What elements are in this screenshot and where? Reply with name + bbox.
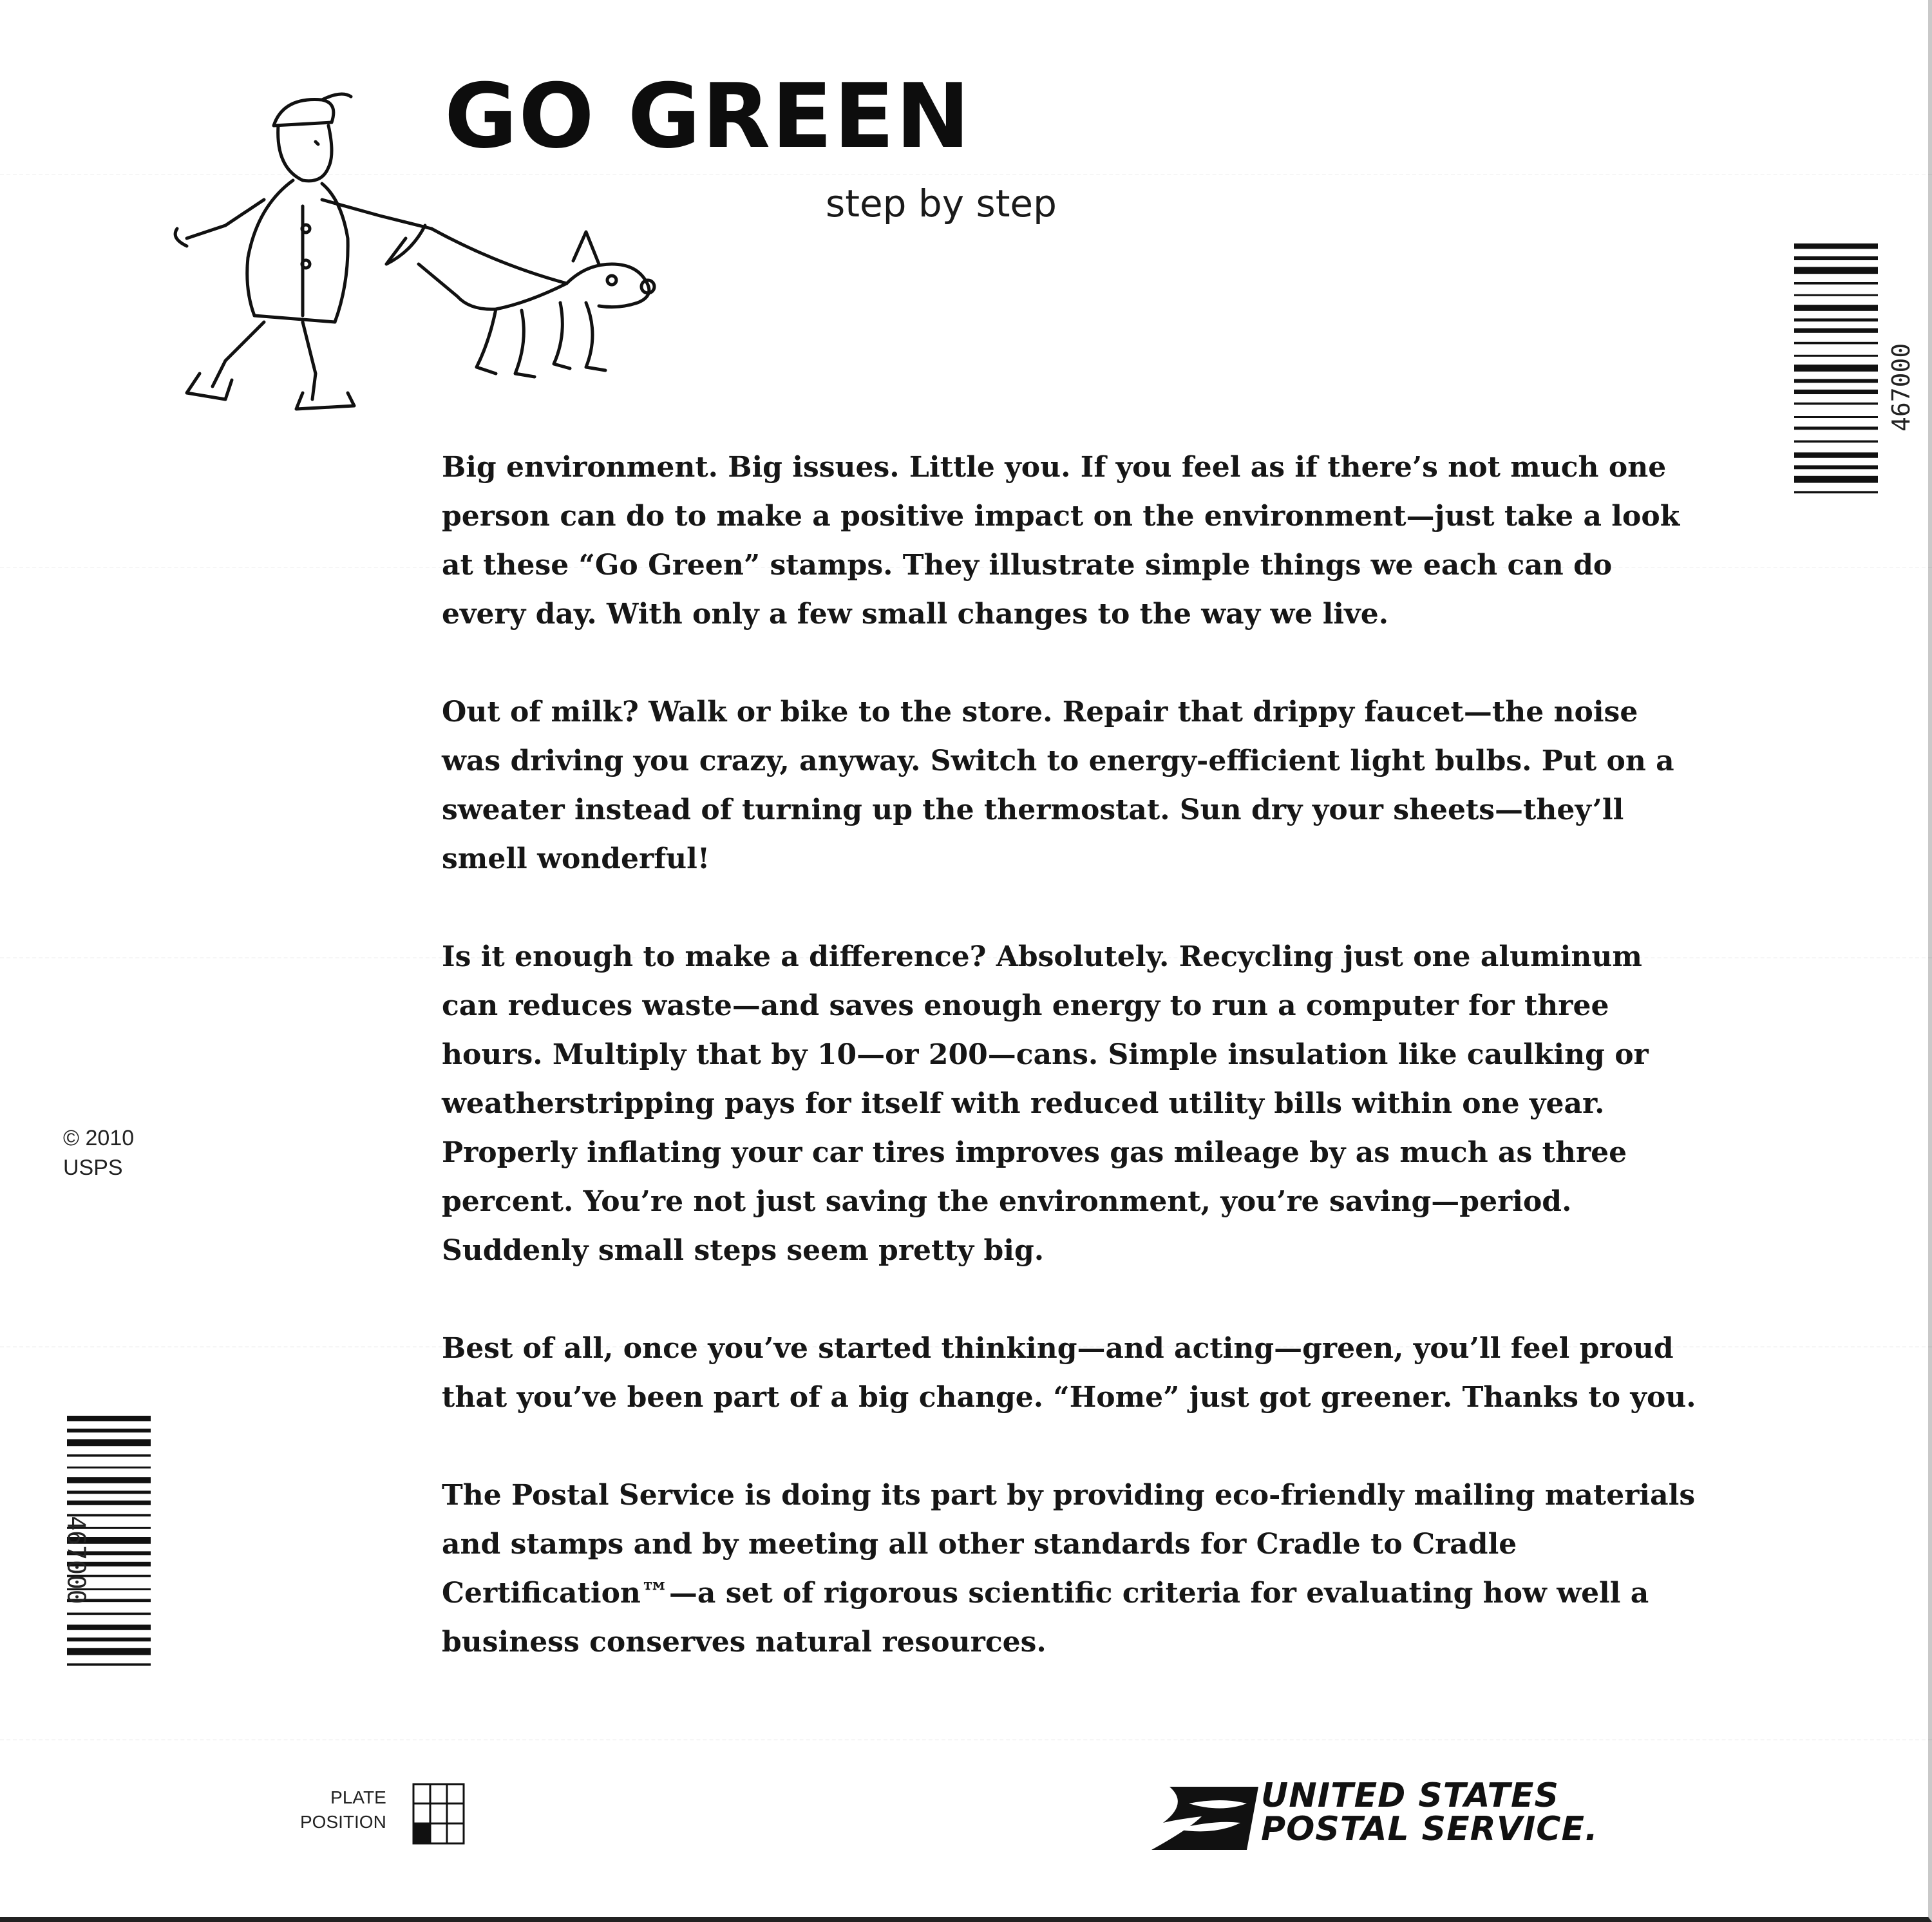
barcode-bar [67, 1429, 151, 1432]
barcode-bar [67, 1477, 151, 1483]
paragraph: Best of all, once you’ve started thinking—and acting—green, you’ll feel proud that you’ve been part of a big change. “Home” just got greener. Thanks to you. [442, 1332, 1696, 1414]
barcode-bar [1794, 256, 1878, 260]
barcode-bar [1794, 267, 1878, 274]
barcode-bar [1794, 416, 1878, 418]
usps-wordmark [1261, 1776, 1598, 1849]
barcode-bar [67, 1439, 151, 1446]
page-title: GO GREEN [444, 64, 972, 168]
plate-label-line: PLATE [330, 1787, 386, 1807]
barcode-bar [1794, 294, 1878, 296]
barcode-bar [1794, 441, 1878, 443]
usps-eagle-logo-icon [1150, 1784, 1260, 1852]
barcode-bar [1794, 318, 1878, 321]
paragraph: Big environment. Big issues. Little you. If you feel as if there’s not much one person can do to make a positive impact on the environment—just take a look at these “Go Green” stamps. They illustrate simple things we each can do every day. With only a few small changes to the way we live. [442, 451, 1680, 631]
barcode-bottom-number: 467000 [62, 1516, 91, 1604]
barcode-bar [1794, 476, 1878, 483]
barcode-bar [1794, 390, 1878, 394]
barcode-bar [1794, 403, 1878, 405]
barcode-bar [1794, 452, 1878, 457]
page-subtitle: step by step [826, 182, 1057, 225]
plate-label-line: POSITION [300, 1812, 386, 1832]
barcode-bar [67, 1637, 151, 1641]
barcode-top-number: 467000 [1887, 343, 1915, 432]
barcode-bar [1794, 355, 1878, 357]
usps-wordmark-line: UNITED STATES [1261, 1776, 1559, 1815]
barcode-bar [67, 1454, 151, 1457]
barcode-bar [67, 1663, 151, 1666]
barcode-bar [67, 1490, 151, 1494]
barcode-bar [1794, 491, 1878, 493]
copyright-line: USPS [63, 1156, 123, 1180]
barcode-bar [67, 1613, 151, 1615]
barcode-top [1794, 243, 1878, 501]
barcode-bar [1794, 305, 1878, 311]
body-text [442, 443, 1704, 1716]
barcode-bar [1794, 243, 1878, 249]
barcode-bar [1794, 328, 1878, 333]
copyright [63, 1123, 134, 1183]
barcode-bar [1794, 379, 1878, 383]
barcode-bar [67, 1624, 151, 1630]
barcode-bar [1794, 365, 1878, 372]
divider [0, 1739, 1932, 1740]
barcode-bar [1794, 426, 1878, 430]
plate-position-label [300, 1785, 386, 1834]
barcode-bar [1794, 282, 1878, 285]
usps-wordmark-line: POSTAL SERVICE. [1261, 1810, 1598, 1849]
copyright-line: © 2010 [63, 1126, 135, 1150]
barcode-bar [67, 1648, 151, 1655]
paragraph: Out of milk? Walk or bike to the store. Repair that drippy faucet—the noise was driving you crazy, anyway. Switch to energy-efficient light bulbs. Put on a sweater instead of turning up the thermostat. Sun dry your sheets—they’ll smell wonderful! [442, 696, 1674, 875]
barcode-bar [67, 1467, 151, 1469]
paragraph: The Postal Service is doing its part by providing eco-friendly mailing materials and stamps and by meeting all other standards for Cradle to Cradle Certification™—a set of rigorous scientific criteria for evaluating how well a business conserves natural resources. [442, 1479, 1696, 1659]
barcode-bar [67, 1416, 151, 1421]
plate-position-grid-icon [412, 1783, 465, 1845]
barcode-bar [1794, 342, 1878, 345]
barcode-bar [1794, 465, 1878, 469]
barcode-bar [67, 1501, 151, 1505]
paragraph: Is it enough to make a difference? Absolutely. Recycling just one aluminum can reduces waste—and saves enough energy to run a computer for three hours. Multiply that by 10—or 200—cans. Simple insulation like caulking or weatherstripping pays for itself with reduced utility bills within one year. Properly inflating your car tires improves gas mileage by as much as three percent. You’re not just saving the environment, you’re saving—period. Suddenly small steps seem pretty big. [442, 940, 1649, 1267]
